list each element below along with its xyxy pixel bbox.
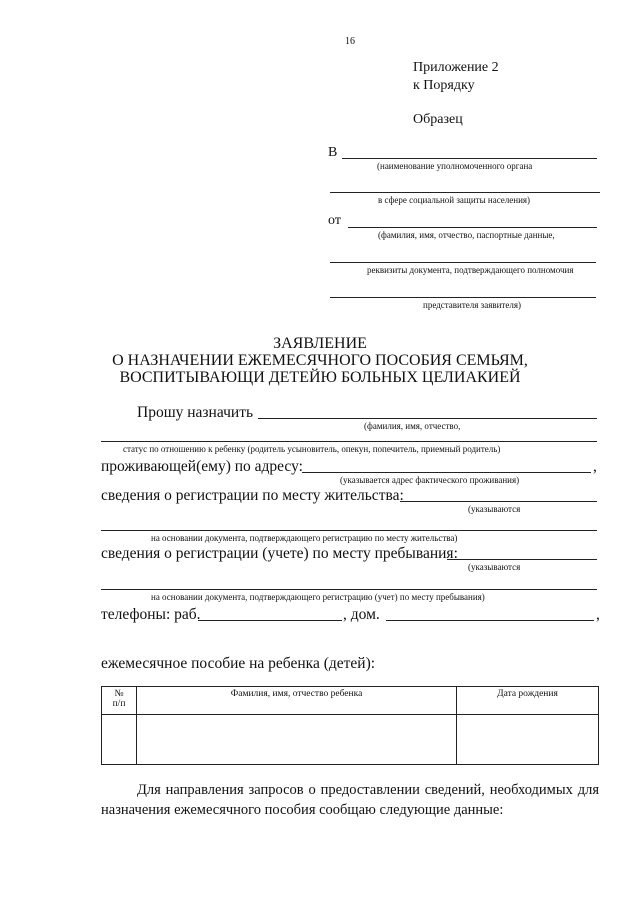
request-field-line[interactable] xyxy=(258,418,597,419)
status-field-line[interactable] xyxy=(101,441,597,442)
status-hint: статус по отношению к ребенку (родитель усыновитель, опекун, попечитель, приемный родитель) xyxy=(123,444,501,454)
stay-hint: (указываются xyxy=(468,562,521,572)
phones-comma: , xyxy=(596,606,600,623)
stay-basis-line[interactable] xyxy=(101,589,597,590)
phones-home-label: , дом. xyxy=(343,606,380,623)
to-hint-2: в сфере социальной защиты населения) xyxy=(378,195,531,205)
from-hint-1: (фамилия, имя, отчество, паспортные данные, xyxy=(378,230,555,240)
col-birth-header: Дата рождения xyxy=(457,687,599,715)
from-field-line-3[interactable] xyxy=(330,297,596,298)
page-number: 16 xyxy=(345,36,355,47)
allowance-label: ежемесячное пособие на ребенка (детей): xyxy=(101,655,376,672)
col-num-header xyxy=(102,687,137,715)
to-hint-1: (наименование уполномоченного органа xyxy=(377,161,533,171)
to-field-line[interactable] xyxy=(342,158,597,159)
appendix-line1: Приложение 2 xyxy=(413,60,499,75)
registration-basis-line[interactable] xyxy=(101,530,597,531)
cell-birth[interactable] xyxy=(457,715,599,765)
address-hint: (указывается адрес фактического проживания) xyxy=(340,475,520,485)
address-label: проживающей(ему) по адресу: xyxy=(101,458,303,475)
cell-num[interactable] xyxy=(102,715,137,765)
footer-paragraph: Для направления запросов о предоставлении сведений, необходимых для назначения ежемесячного пособия сообщаю следующие данные: xyxy=(101,782,599,818)
cell-name[interactable] xyxy=(137,715,457,765)
from-label: от xyxy=(328,213,341,228)
request-hint: (фамилия, имя, отчество, xyxy=(364,421,461,431)
children-table xyxy=(101,686,599,765)
from-field-line[interactable] xyxy=(348,227,597,228)
phones-label: телефоны: раб. xyxy=(101,606,201,623)
col-name-header: Фамилия, имя, отчество ребенка xyxy=(137,687,457,715)
address-comma: , xyxy=(593,458,597,475)
registration-basis-hint: на основании документа, подтверждающего регистрацию по месту жительства) xyxy=(151,533,458,543)
appendix-line2: к Порядку xyxy=(413,78,475,93)
from-hint-2: реквизиты документа, подтверждающего полномочия xyxy=(367,265,574,275)
stay-basis-hint: на основании документа, подтверждающего регистрацию (учет) по месту пребывания) xyxy=(151,592,485,602)
table-row xyxy=(102,715,599,765)
phone-home-field[interactable] xyxy=(386,620,594,621)
from-hint-3: представителя заявителя) xyxy=(423,300,521,310)
to-field-line-2[interactable] xyxy=(330,192,600,193)
phone-work-field[interactable] xyxy=(198,620,342,621)
request-label: Прошу назначить xyxy=(137,404,254,421)
stay-field-line[interactable] xyxy=(447,559,597,560)
stay-label: сведения о регистрации (учете) по месту пребывания: xyxy=(101,545,458,562)
address-field-line[interactable] xyxy=(302,472,591,473)
doc-title-line1: ЗАЯВЛЕНИЕ xyxy=(273,335,367,352)
sample-label: Образец xyxy=(413,112,463,127)
doc-title-line2: О НАЗНАЧЕНИИ ЕЖЕМЕСЯЧНОГО ПОСОБИЯ СЕМЬЯМ, xyxy=(112,352,528,369)
to-label: В xyxy=(328,145,338,160)
col-num-line2: п/п xyxy=(112,699,126,709)
registration-field-line[interactable] xyxy=(400,501,597,502)
doc-title-line3: ВОСПИТЫВАЮЩИ ДЕТЕЙЮ БОЛЬНЫХ ЦЕЛИАКИЕЙ xyxy=(119,369,521,386)
col-num-line1: № xyxy=(114,689,124,699)
table-header-row xyxy=(102,687,599,715)
registration-hint: (указываются xyxy=(468,504,521,514)
from-field-line-2[interactable] xyxy=(330,262,596,263)
registration-label: сведения о регистрации по месту жительства: xyxy=(101,487,404,504)
